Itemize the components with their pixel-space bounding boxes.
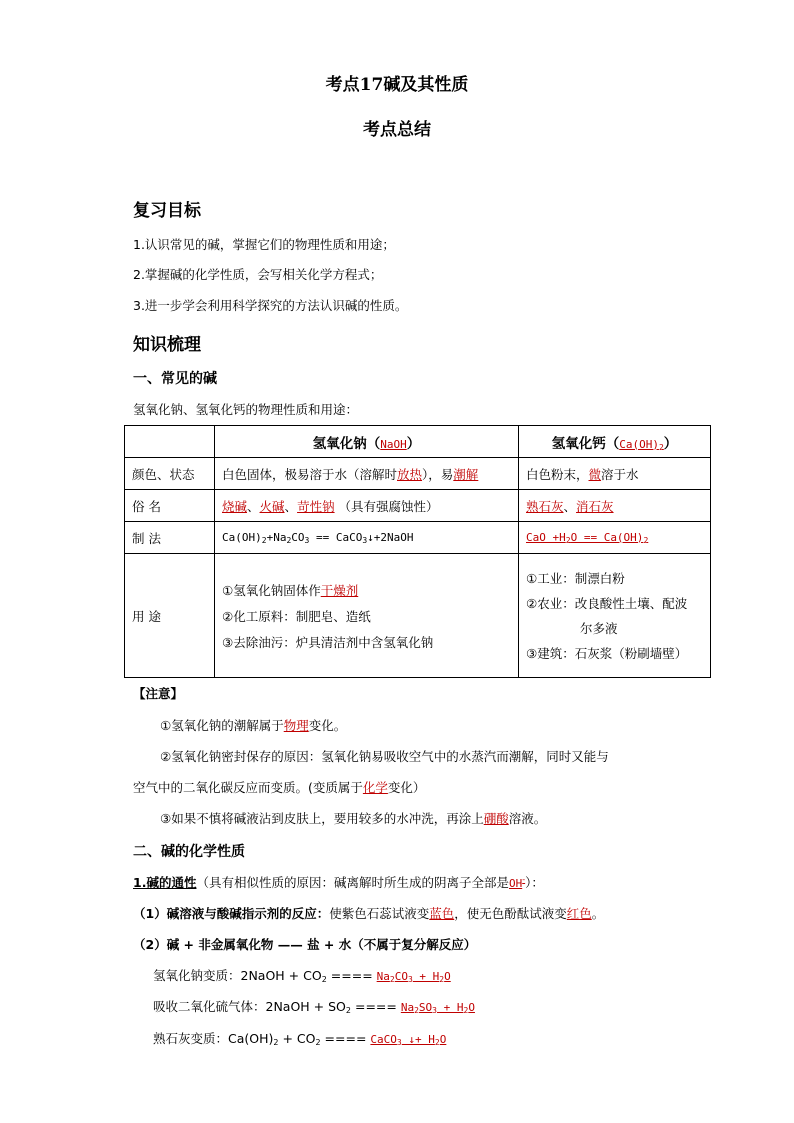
note-heading: 【注意】 [133, 686, 184, 701]
note-2-line-2: 空气中的二氧化碳反应而变质。(变质属于化学变化） [133, 780, 426, 795]
note-3: ③如果不慎将碱液沾到皮肤上，要用较多的水冲洗，再涂上硼酸溶液。 [160, 811, 547, 826]
row-label-alias: 俗 名 [125, 490, 215, 522]
naoh-prep-cell: $Ca(OH)_2+Na_2CO_3$ == CaCO$_3$↓+2NaOH [215, 522, 519, 554]
note-2-line-1: ②氢氧化钠密封保存的原因：氢氧化钠易吸收空气中的水蒸汽而潮解，同时又能与 [160, 749, 609, 764]
table-header-row [125, 426, 711, 458]
property-nonmetal-oxide: （2）碱 + 非金属氧化物 —— 盐 + 水（不属于复分解反应） [133, 937, 477, 952]
review-heading: 复习目标 [133, 201, 201, 221]
equation-naoh-co2: 氢氧化钠变质：2NaOH + $CO_2$ ==== $Na_2CO_3 + H_2O$ [153, 968, 451, 984]
goal-2: 2.掌握碱的化学性质，会写相关化学方程式； [133, 267, 383, 282]
table-row [125, 458, 711, 490]
caoh-color-cell: 白色粉末，微溶于水 [519, 458, 711, 490]
document-subtitle: 考点总结 [363, 120, 431, 140]
document-title: 考点17碱及其性质 [325, 75, 469, 95]
table-row [125, 490, 711, 522]
table-intro: 氢氧化钠、氢氧化钙的物理性质和用途： [133, 402, 359, 417]
knowledge-heading: 知识梳理 [133, 335, 201, 355]
table-row [125, 522, 711, 554]
caoh-alias-cell: 熟石灰、消石灰 [519, 490, 711, 522]
section-common-bases: 一、常见的碱 [133, 371, 217, 387]
section-chemical-properties: 二、碱的化学性质 [133, 844, 245, 860]
naoh-use-cell: ①氢氧化钠固体作干燥剂 ②化工原料：制肥皂、造纸 ③去除油污：炉具清洁剂中含氢氧化钠 [215, 554, 519, 678]
naoh-alias-cell: 烧碱、火碱、苛性钠 （具有强腐蚀性） [215, 490, 519, 522]
caoh-use-cell: ①工业：制漂白粉 ②农业：改良酸性土壤、配波 尔多液 ③建筑：石灰浆（粉刷墙壁） [519, 554, 711, 678]
row-label-prep: 制 法 [125, 522, 215, 554]
goal-1: 1.认识常见的碱，掌握它们的物理性质和用途； [133, 237, 395, 252]
table-corner-cell [125, 426, 215, 458]
row-label-color: 颜色、状态 [125, 458, 215, 490]
goal-3: 3.进一步学会利用科学探究的方法认识碱的性质。 [133, 298, 408, 313]
naoh-color-cell: 白色固体，极易溶于水（溶解时放热），易潮解 [215, 458, 519, 490]
header-caoh: 氢氧化钙$(Ca(OH)_2)$ [519, 426, 711, 458]
equation-caoh-co2: 熟石灰变质：$Ca(OH)_2 + CO_2$ ==== CaCO$_3$ ↓+ $H_2O$ [153, 1031, 447, 1047]
common-properties-line: 1.碱的通性（具有相似性质的原因：碱离解时所生成的阴离子全部是OH-）： [133, 874, 544, 890]
header-naoh: 氢氧化钠（NaOH） [215, 426, 519, 458]
row-label-use: 用 途 [125, 554, 215, 678]
table-row [125, 554, 711, 678]
property-indicator: （1）碱溶液与酸碱指示剂的反应：使紫色石蕊试液变蓝色，使无色酚酞试液变红色。 [133, 906, 605, 921]
equation-naoh-so2: 吸收二氧化硫气体：2NaOH + $SO_2$ ==== $Na_2SO_3 + H_2O$ [153, 999, 475, 1015]
caoh-prep-cell: CaO $+H_2O == Ca(OH)_2$ [519, 522, 711, 554]
note-1: ①氢氧化钠的潮解属于物理变化。 [160, 718, 347, 733]
properties-table [124, 425, 711, 678]
